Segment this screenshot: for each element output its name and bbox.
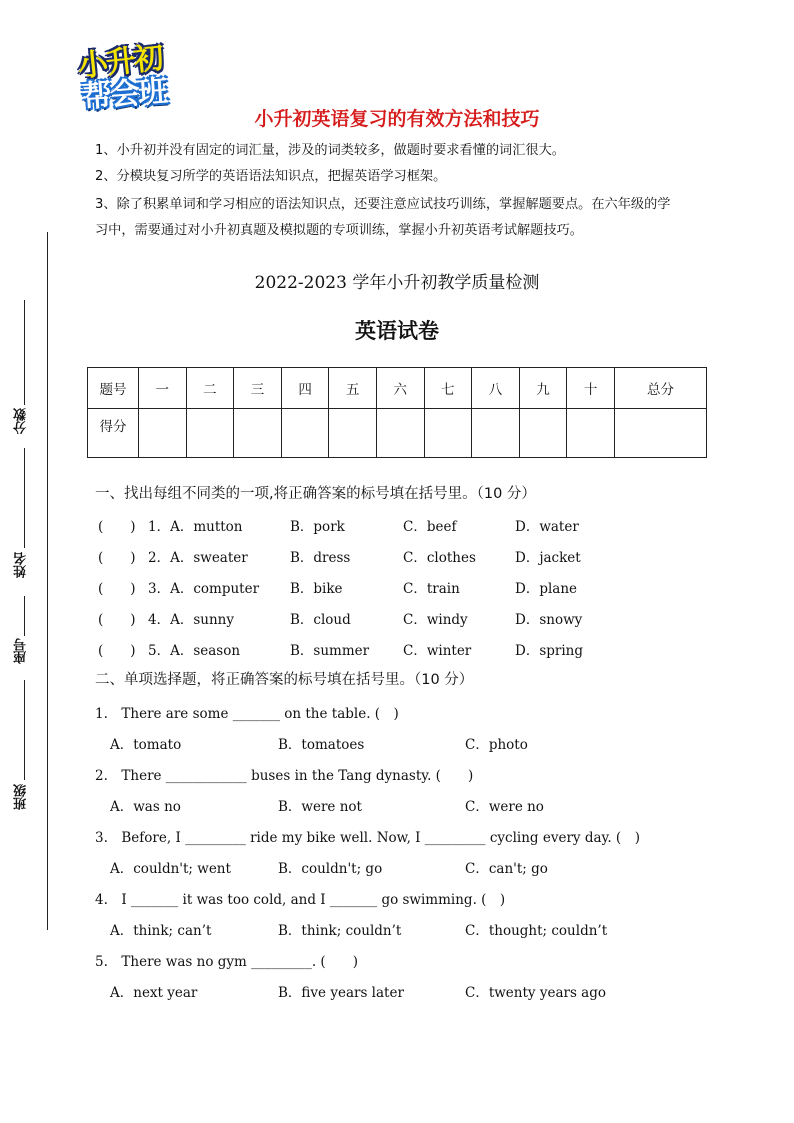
answer-bracket[interactable]: ( ) bbox=[98, 550, 136, 566]
score-cell[interactable] bbox=[567, 409, 615, 458]
score-cell[interactable] bbox=[614, 409, 706, 458]
q3-option-a: A．couldn't; went bbox=[110, 861, 231, 877]
q2-option-a: A．was no bbox=[110, 799, 181, 815]
class-blank bbox=[24, 680, 25, 780]
option-c: C．windy bbox=[403, 612, 468, 628]
logo-line2: 帮会班 bbox=[80, 74, 168, 115]
tip-2: 2、分模块复习所学的英语语法知识点，把握英语学习框架。 bbox=[95, 169, 447, 184]
score-table-score-row bbox=[88, 409, 707, 458]
option-b: B．dress bbox=[290, 550, 351, 566]
option-c: C．beef bbox=[403, 519, 457, 535]
binding-line bbox=[47, 232, 48, 930]
q5-option-b: B．five years later bbox=[278, 985, 404, 1001]
option-b: B．summer bbox=[290, 643, 370, 659]
score-cell[interactable] bbox=[234, 409, 282, 458]
score-cell[interactable] bbox=[281, 409, 329, 458]
col-3: 三 bbox=[234, 368, 282, 409]
q4-option-a: A．think; can’t bbox=[110, 923, 212, 939]
question-2: 2. There ____________ buses in the Tang dynasty. ( ) bbox=[95, 768, 474, 784]
question-1: 1. There are some _______ on the table. ( ) bbox=[95, 706, 399, 722]
option-b: B．pork bbox=[290, 519, 345, 535]
q1-option-a: A．tomato bbox=[110, 737, 182, 753]
side-score-label: 分数 bbox=[14, 408, 29, 434]
q1-option-c: C．photo bbox=[465, 737, 528, 753]
option-a: 3．A．computer bbox=[148, 581, 260, 597]
col-7: 七 bbox=[424, 368, 472, 409]
question-4: 4. I _______ it was too cold, and I _______ go swimming. ( ) bbox=[95, 892, 506, 908]
option-a: 1．A．mutton bbox=[148, 519, 243, 535]
score-cell[interactable] bbox=[186, 409, 234, 458]
score-cell[interactable] bbox=[376, 409, 424, 458]
q5-option-a: A．next year bbox=[110, 985, 198, 1001]
option-b: B．bike bbox=[290, 581, 343, 597]
q4-option-b: B．think; couldn’t bbox=[278, 923, 402, 939]
side-name-label: 姓名 bbox=[14, 552, 29, 578]
option-a: 4．A．sunny bbox=[148, 612, 234, 628]
option-d: D．jacket bbox=[515, 550, 581, 566]
option-d: D．spring bbox=[515, 643, 584, 659]
option-b: B．cloud bbox=[290, 612, 351, 628]
exam-title: 2022-2023 学年小升初教学质量检测 bbox=[254, 273, 540, 293]
q2-option-b: B．were not bbox=[278, 799, 362, 815]
option-a: 2．A．sweater bbox=[148, 550, 248, 566]
option-d: D．plane bbox=[515, 581, 578, 597]
col-6: 六 bbox=[376, 368, 424, 409]
col-total: 总分 bbox=[614, 368, 706, 409]
option-c: C．train bbox=[403, 581, 460, 597]
score-label: 得分 bbox=[88, 409, 139, 458]
q5-option-c: C．twenty years ago bbox=[465, 985, 606, 1001]
tip-4: 习中，需要通过对小升初真题及模拟题的专项训练，掌握小升初英语考试解题技巧。 bbox=[95, 223, 583, 238]
col-8: 八 bbox=[472, 368, 520, 409]
score-cell[interactable] bbox=[139, 409, 187, 458]
answer-bracket[interactable]: ( ) bbox=[98, 643, 136, 659]
col-4: 四 bbox=[281, 368, 329, 409]
col-1: 一 bbox=[139, 368, 187, 409]
side-seat-label: 座号 bbox=[14, 638, 29, 664]
q3-option-b: B．couldn't; go bbox=[278, 861, 383, 877]
q3-option-c: C．can't; go bbox=[465, 861, 548, 877]
option-d: D．water bbox=[515, 519, 579, 535]
col-9: 九 bbox=[519, 368, 567, 409]
col-5: 五 bbox=[329, 368, 377, 409]
seat-blank bbox=[24, 596, 25, 636]
page-title: 小升初英语复习的有效方法和技巧 bbox=[254, 108, 540, 130]
side-class-label: 班级 bbox=[14, 784, 29, 810]
logo-line1: 小升初 bbox=[76, 40, 164, 85]
answer-bracket[interactable]: ( ) bbox=[98, 612, 136, 628]
option-c: C．clothes bbox=[403, 550, 476, 566]
paper-title: 英语试卷 bbox=[355, 319, 439, 343]
q4-option-c: C．thought; couldn’t bbox=[465, 923, 608, 939]
option-c: C．winter bbox=[403, 643, 472, 659]
header-label: 题号 bbox=[88, 368, 139, 409]
q1-option-b: B．tomatoes bbox=[278, 737, 365, 753]
q2-option-c: C．were no bbox=[465, 799, 544, 815]
score-cell[interactable] bbox=[519, 409, 567, 458]
col-2: 二 bbox=[186, 368, 234, 409]
option-a: 5．A．season bbox=[148, 643, 241, 659]
score-cell[interactable] bbox=[329, 409, 377, 458]
col-10: 十 bbox=[567, 368, 615, 409]
score-table-header-row bbox=[88, 368, 707, 409]
section2-title: 二、单项选择题，将正确答案的标号填在括号里。（10 分） bbox=[95, 672, 474, 688]
tip-3: 3、除了积累单词和学习相应的语法知识点，还要注意应试技巧训练，掌握解题要点。在六年级的学 bbox=[95, 197, 671, 212]
question-5: 5. There was no gym _________. ( ) bbox=[95, 954, 358, 970]
score-cell[interactable] bbox=[424, 409, 472, 458]
section1-title: 一、找出每组不同类的一项,将正确答案的标号填在括号里。（10 分） bbox=[95, 486, 536, 502]
tip-1: 1、小升初并没有固定的词汇量，涉及的词类较多，做题时要求看懂的词汇很大。 bbox=[95, 143, 565, 158]
answer-bracket[interactable]: ( ) bbox=[98, 581, 136, 597]
answer-bracket[interactable]: ( ) bbox=[98, 519, 136, 535]
option-d: D．snowy bbox=[515, 612, 583, 628]
question-3: 3. Before, I _________ ride my bike well. Now, I _________ cycling every day. ( ) bbox=[95, 830, 640, 846]
name-blank bbox=[24, 448, 25, 548]
score-blank bbox=[24, 300, 25, 405]
score-cell[interactable] bbox=[472, 409, 520, 458]
score-table bbox=[87, 367, 707, 458]
